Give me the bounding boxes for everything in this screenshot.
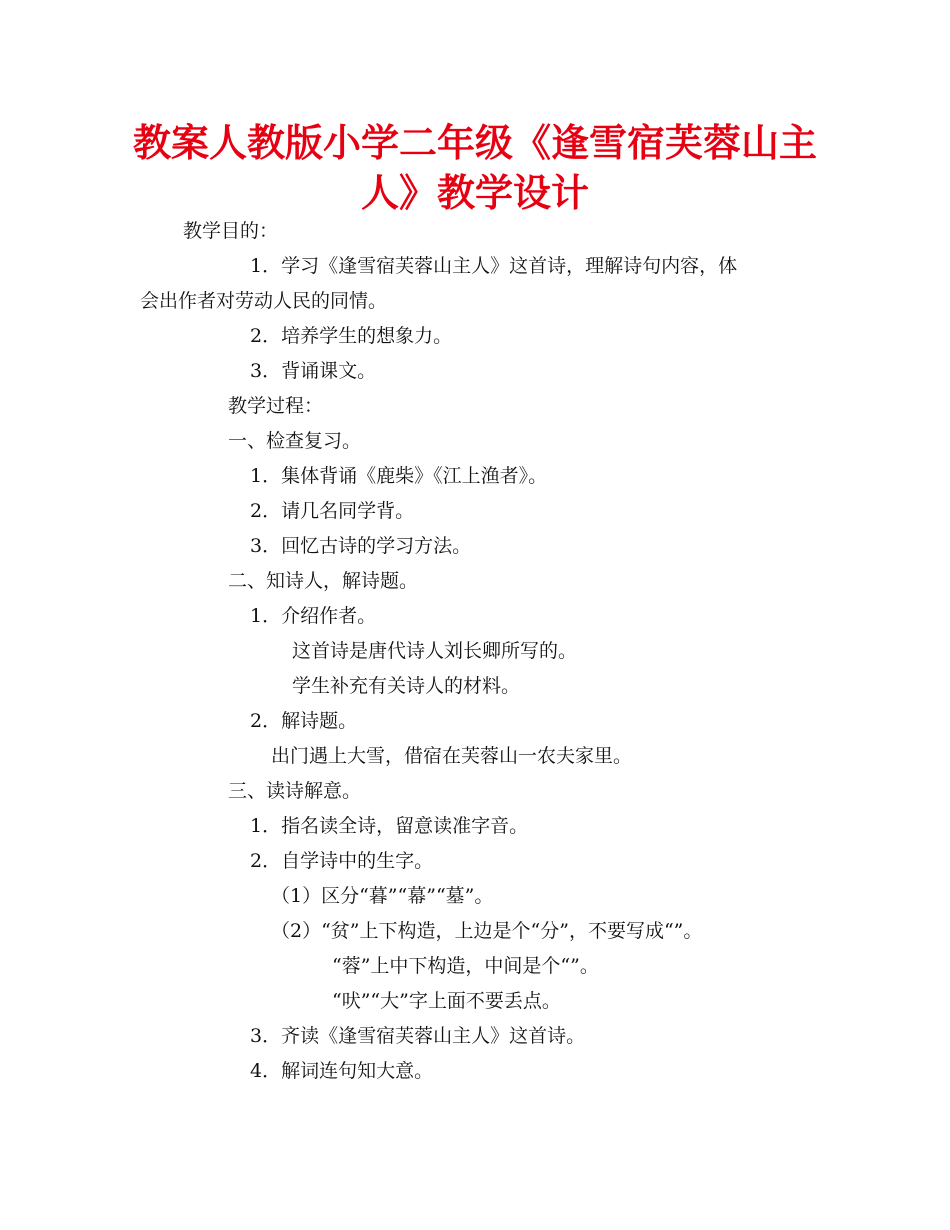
step-3-heading: 三、读诗解意。 (228, 780, 362, 802)
step-2-item-1-detail-2: 学生补充有关诗人的材料。 (292, 675, 521, 697)
section-heading-goals: 教学目的： (183, 220, 279, 242)
step-2-item-1-detail-1: 这首诗是唐代诗人刘长卿所写的。 (292, 640, 578, 662)
step-1-heading: 一、检查复习。 (228, 430, 362, 452)
step-1-item-3: 3．回忆古诗的学习方法。 (250, 535, 472, 557)
step-3-item-2: 2．自学诗中的生字。 (250, 850, 434, 872)
step-3-item-2-sub-2-line-3: “吠”“大”字上面不要丢点。 (332, 990, 561, 1012)
goal-item-1-continued: 会出作者对劳动人民的同情。 (140, 290, 388, 312)
step-3-item-4: 4．解词连句知大意。 (250, 1060, 434, 1082)
title-line-1: 教案人教版小学二年级《逢雪宿芙蓉山主 (132, 121, 817, 165)
step-2-item-2-detail: 出门遇上大雪，借宿在芙蓉山一农夫家里。 (271, 745, 633, 767)
step-3-item-2-sub-1: （1）区分“暮”“幕”“墓”。 (271, 885, 494, 907)
step-2-item-1: 1．介绍作者。 (250, 605, 377, 627)
step-3-item-1: 1．指名读全诗，留意读准字音。 (250, 815, 529, 837)
document-title (130, 118, 820, 218)
section-heading-process: 教学过程： (228, 395, 324, 417)
step-2-heading: 二、知诗人，解诗题。 (228, 570, 419, 592)
goal-item-1: 1．学习《逢雪宿芙蓉山主人》这首诗，理解诗句内容，体 (250, 255, 738, 277)
title-line-2: 人》教学设计 (360, 171, 589, 215)
step-1-item-2: 2．请几名同学背。 (250, 500, 415, 522)
step-3-item-2-sub-2-line-2: “蓉”上中下构造，中间是个“”。 (332, 955, 599, 977)
step-1-item-1: 1．集体背诵《鹿柴》《江上渔者》。 (250, 465, 548, 487)
goal-item-2: 2．培养学生的想象力。 (250, 325, 453, 347)
step-2-item-2: 2．解诗题。 (250, 710, 358, 732)
goal-item-3: 3．背诵课文。 (250, 360, 377, 382)
step-3-item-3: 3．齐读《逢雪宿芙蓉山主人》这首诗。 (250, 1025, 586, 1047)
step-3-item-2-sub-2: （2）“贫”上下构造，上边是个“分”，不要写成“”。 (271, 920, 703, 942)
